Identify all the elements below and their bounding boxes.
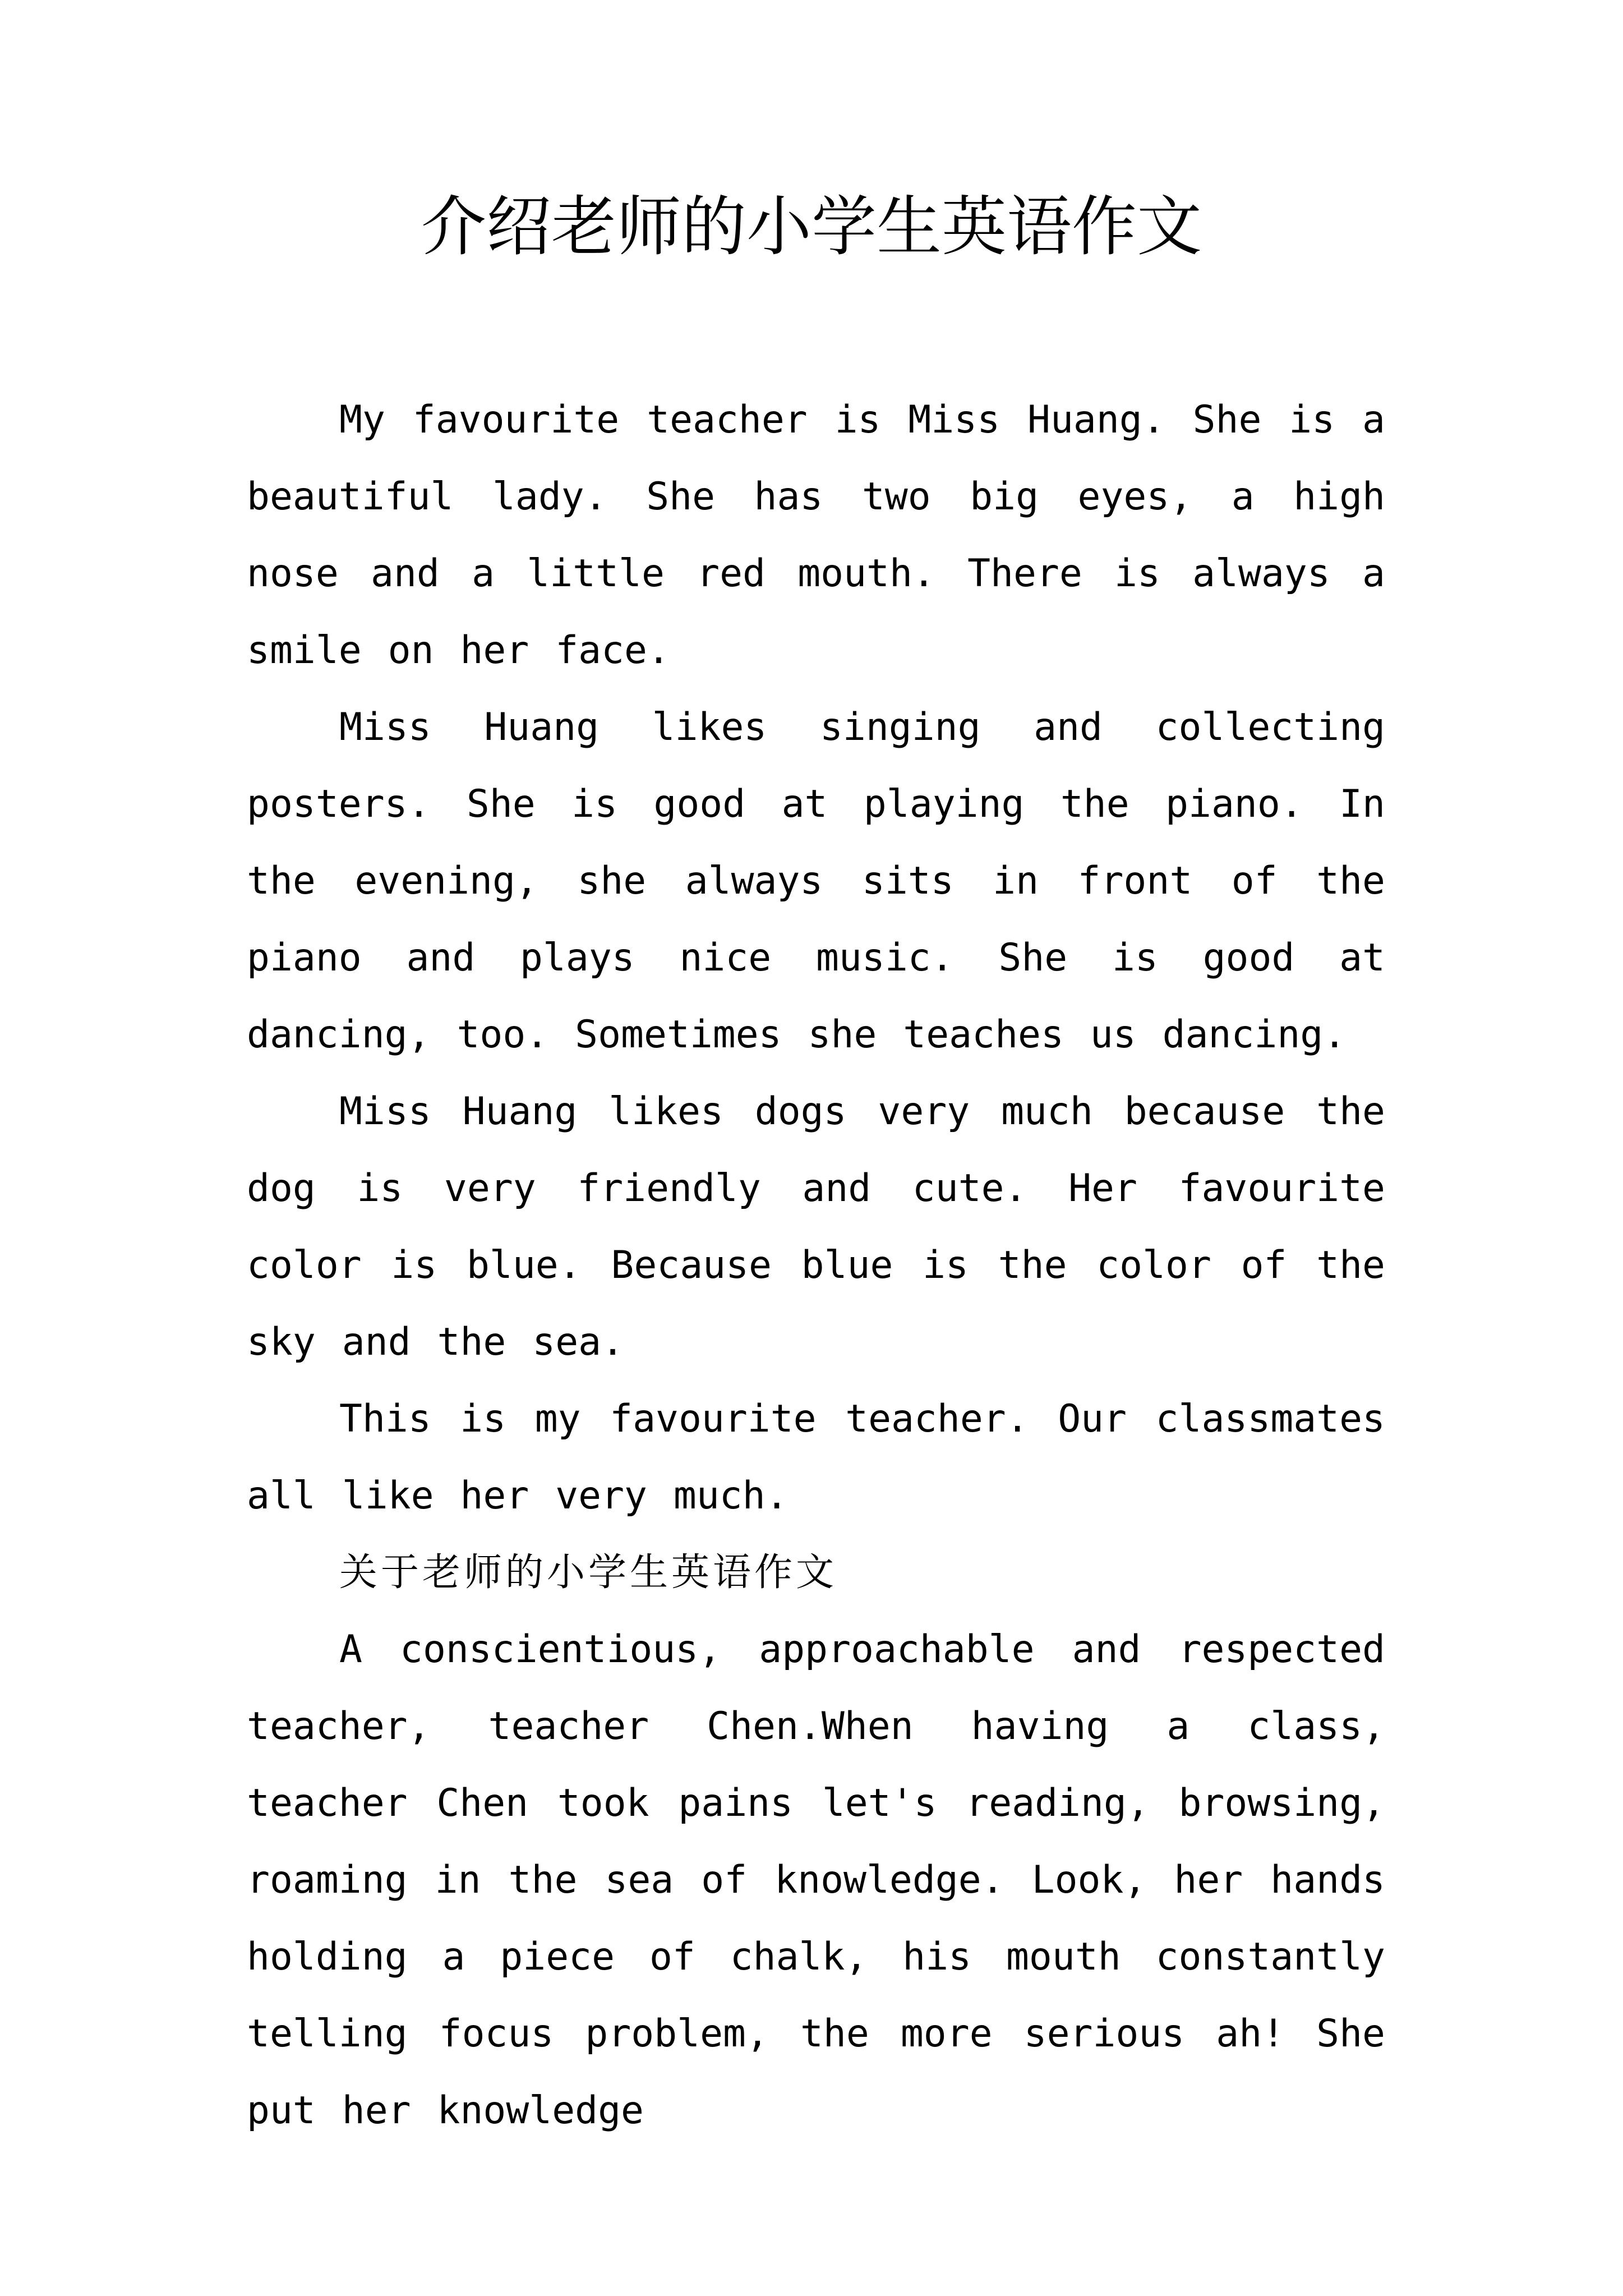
section-heading: 关于老师的小学生英语作文 bbox=[339, 1550, 838, 1595]
document-body bbox=[247, 381, 1385, 2149]
paragraph-3: Miss Huang likes dogs very much because the dog is very friendly and cute. Her favourite color is blue. Because blue is the color of the sky and the sea. bbox=[247, 1089, 1385, 1364]
paragraph-1: My favourite teacher is Miss Huang. She is a beautiful lady. She has two big eyes, a high nose and a little red mouth. There is always a smile on her face. bbox=[247, 398, 1385, 673]
paragraph-5: A conscientious, approachable and respected teacher, teacher Chen.When having a class, teacher Chen took pains let's reading, browsing, roaming in the sea of knowledge. Look, her hands holding a piece of chalk, his mouth constantly telling focus problem, the more serious ah! She put her knowledge bbox=[247, 1627, 1385, 2133]
paragraph-4: This is my favourite teacher. Our classmates all like her very much. bbox=[247, 1397, 1385, 1518]
paragraph-2: Miss Huang likes singing and collecting posters. She is good at playing the piano. In the evening, she always sits in front of the piano and plays nice music. She is good at dancing, too. Sometimes she teaches us dancing. bbox=[247, 705, 1385, 1057]
document-title: 介绍老师的小学生英语作文 bbox=[421, 189, 1202, 265]
